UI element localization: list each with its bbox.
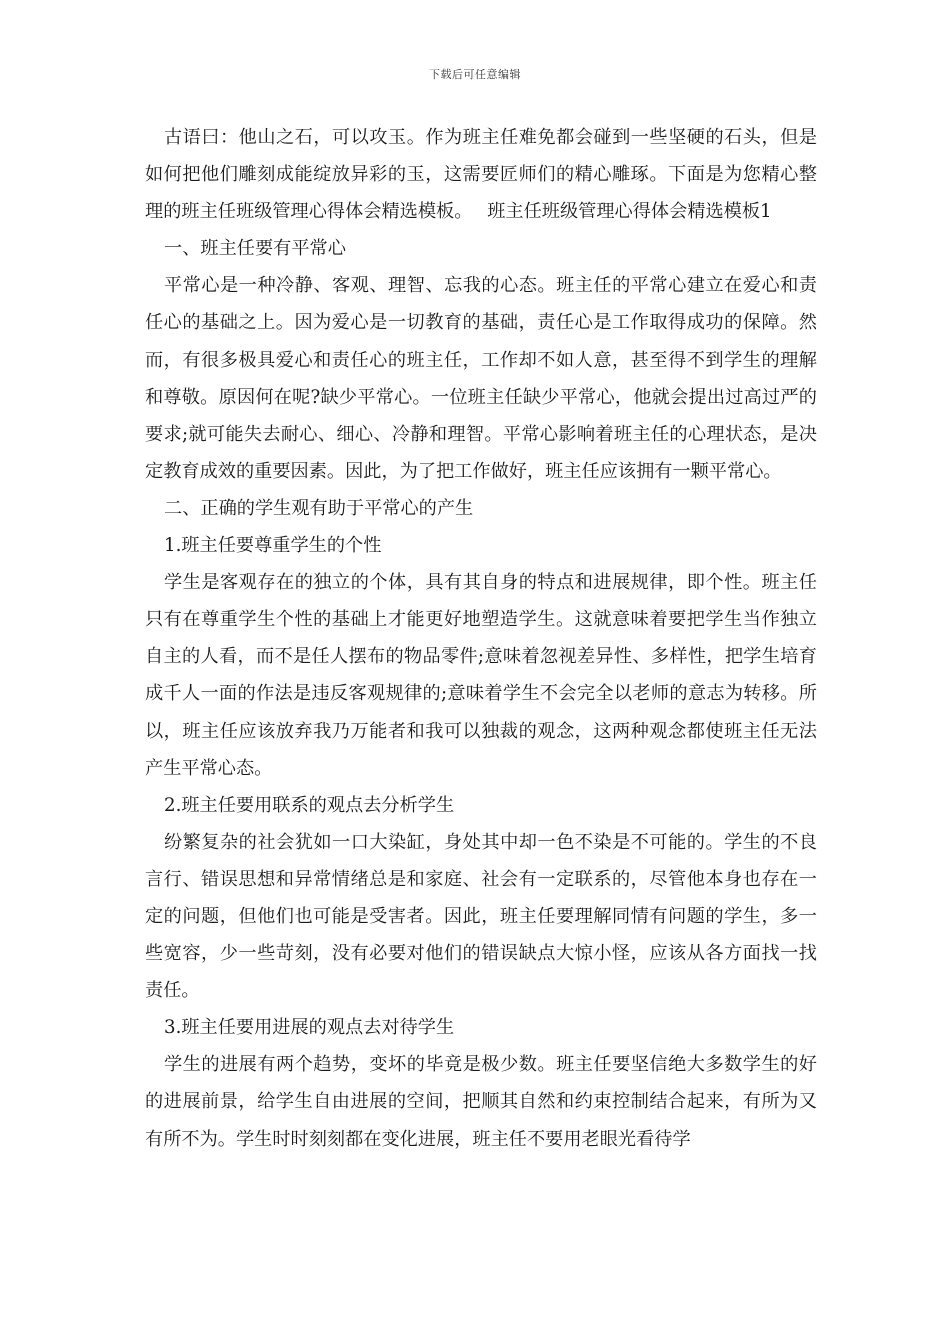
document-body — [145, 119, 817, 1158]
subheading-2: 2.班主任要用联系的观点去分析学生 — [164, 794, 455, 816]
body-paragraph: 纷繁复杂的社会犹如一口大染缸，身处其中却一色不染是不可能的。学生的不良言行、错误思想和异常情绪总是和家庭、社会有一定联系的，尽管他本身也存在一定的问题，但他们也可能是受害者。因此，班主任要理解同情有问题的学生，多一些宽容，少一些苛刻，没有必要对他们的错误缺点大惊小怪，应该从各方面找一找责任。 — [145, 831, 817, 1002]
section-heading-1: 一、班主任要有平常心 — [164, 238, 346, 260]
body-paragraph: 学生的进展有两个趋势，变坏的毕竟是极少数。班主任要坚信绝大多数学生的好的进展前景，给学生自由进展的空间，把顺其自然和约束控制结合起来，有所为又有所不为。学生时时刻刻都在变化进展，班主任不要用老眼光看待学 — [145, 1054, 817, 1150]
subheading-1: 1.班主任要尊重学生的个性 — [164, 535, 382, 557]
body-paragraph: 平常心是一种冷静、客观、理智、忘我的心态。班主任的平常心建立在爱心和责任心的基础之上。因为爱心是一切教育的基础，责任心是工作取得成功的保障。然而，有很多极具爱心和责任心的班主任，工作却不如人意，甚至得不到学生的理解和尊敬。原因何在呢?缺少平常心。一位班主任缺少平常心，他就会提出过高过严的要求;就可能失去耐心、细心、冷静和理智。平常心影响着班主任的心理状态，是决定教育成效的重要因素。因此，为了把工作做好，班主任应该拥有一颗平常心。 — [145, 275, 817, 482]
section-heading-2: 二、正确的学生观有助于平常心的产生 — [164, 497, 474, 519]
subheading-3: 3.班主任要用进展的观点去对待学生 — [164, 1017, 455, 1039]
body-paragraph: 学生是客观存在的独立的个体，具有其自身的特点和进展规律，即个性。班主任只有在尊重学生个性的基础上才能更好地塑造学生。这就意味着要把学生当作独立自主的人看，而不是任人摆布的物品零件;意味着忽视差异性、多样性，把学生培育成千人一面的作法是违反客观规律的;意味着学生不会完全以老师的意志为转移。所以，班主任应该放弃我乃万能者和我可以独裁的观念，这两种观念都使班主任无法产生平常心态。 — [145, 572, 817, 779]
page-header: 下载后可任意编辑 — [429, 68, 521, 81]
intro-paragraph: 古语曰：他山之石，可以攻玉。作为班主任难免都会碰到一些坚硬的石头，但是如何把他们雕刻成能绽放异彩的玉，这需要匠师们的精心雕琢。下面是为您精心整理的班主任班级管理心得体会精选模板。 班主任班级管理心得体会精选模板1 — [145, 127, 817, 223]
